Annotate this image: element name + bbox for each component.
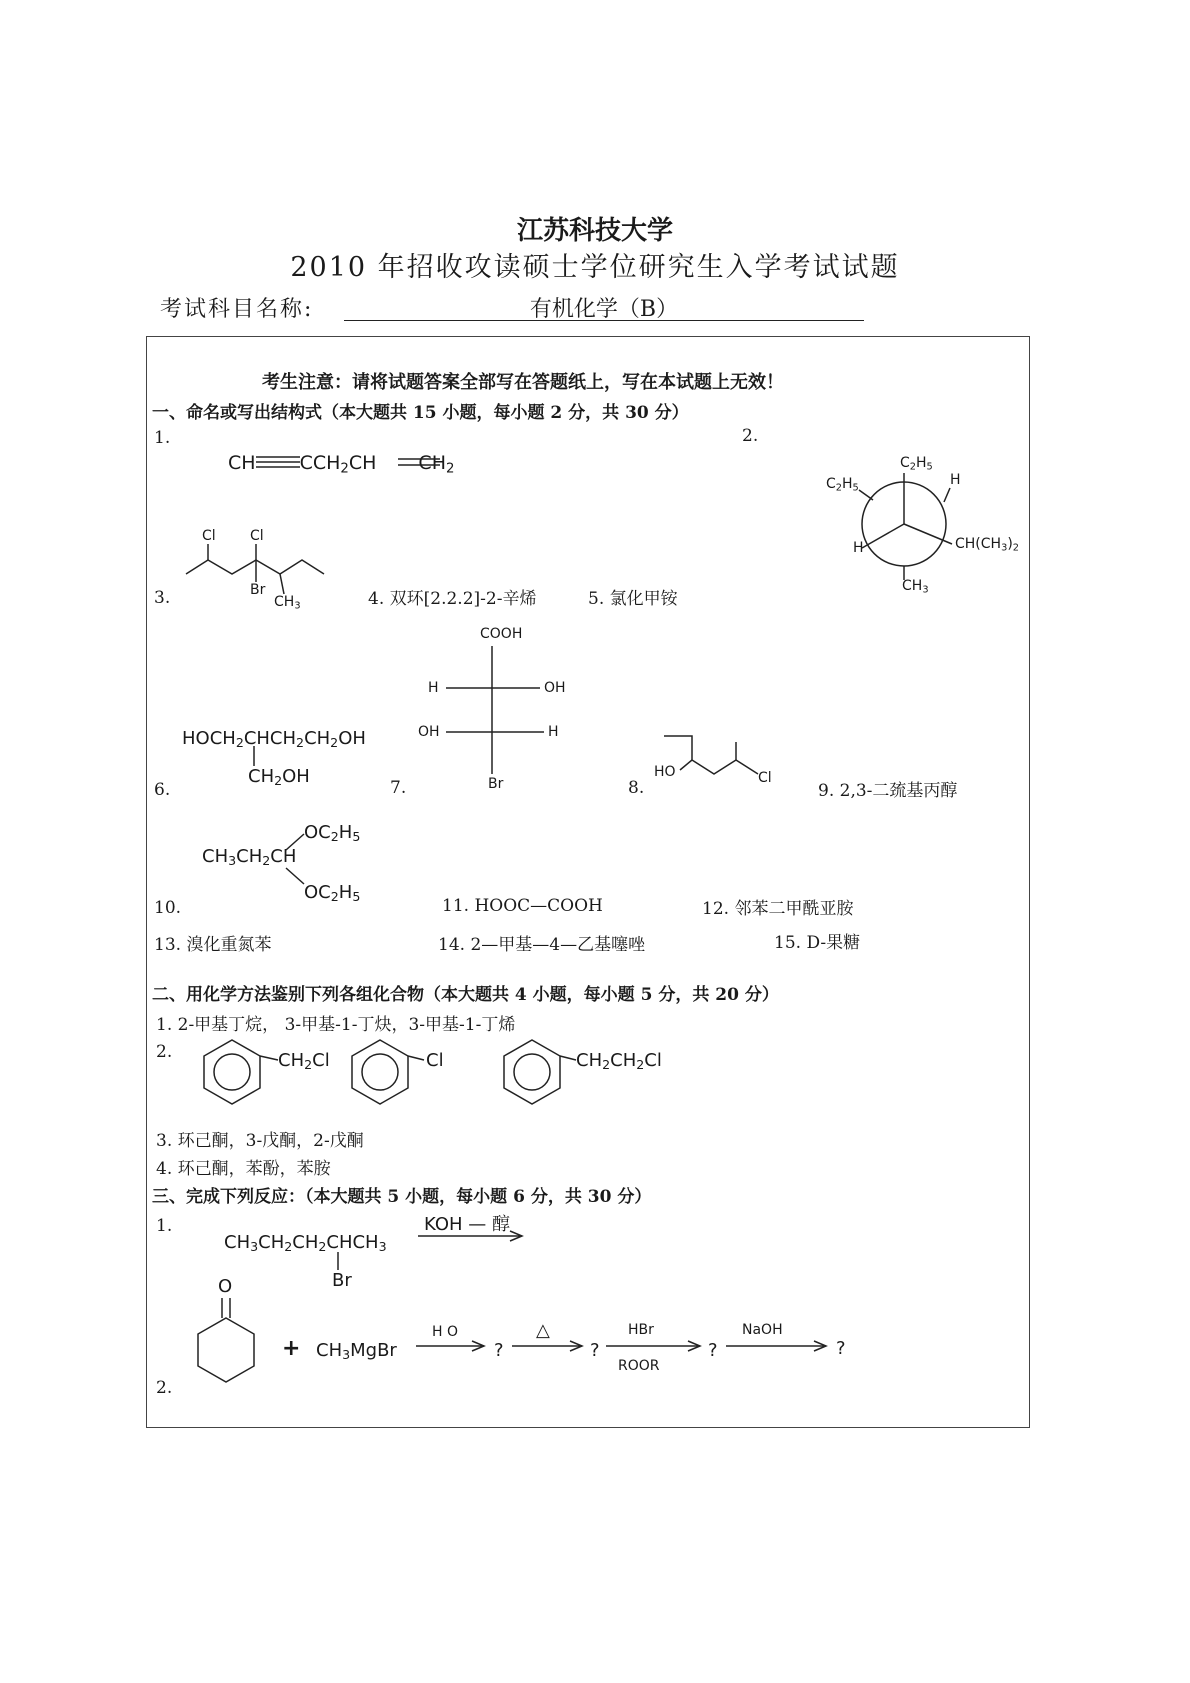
s3-q2-product-1: ? (494, 1340, 504, 1361)
q3-number: 3. (154, 588, 171, 608)
newman-upper-left-label: $C_2H_5$ (826, 476, 859, 494)
s3-q2-plus: + (282, 1336, 301, 1361)
q3-skeleton (186, 560, 324, 574)
benzene-ring-2 (352, 1040, 408, 1104)
q7-cooh: COOH (480, 626, 523, 642)
q5-text: 5. 氯化甲铵 (588, 589, 678, 609)
s3-q2-carbonyl-o: O (218, 1276, 233, 1297)
s2-q2-number: 2. (156, 1042, 173, 1062)
q8-cl: Cl (758, 770, 772, 786)
newman-lower-left-h: H (853, 540, 864, 556)
q3-cl-1: Cl (202, 528, 216, 544)
s3-q2-naoh: NaOH (742, 1322, 783, 1338)
s3-q2-h2o: H O (432, 1324, 458, 1340)
q7-oh-right: OH (544, 680, 566, 696)
s3-q1-number: 1. (156, 1216, 173, 1236)
newman-bottom-label: $CH_3$ (902, 578, 929, 596)
s3-q2-product-2: ? (590, 1340, 600, 1361)
notice: 考生注意：请将试题答案全部写在答题纸上，写在本试题上无效！ (262, 372, 784, 393)
benzene-ring-3 (504, 1040, 560, 1104)
s2-q3: 3. 环己酮，3-戊酮，2-戊酮 (156, 1131, 364, 1151)
cyclohexanone-ring (198, 1318, 254, 1382)
section3-title: 三、完成下列反应：（本大题共 5 小题，每小题 6 分，共 30 分） (152, 1187, 652, 1207)
subject-label: 考试科目名称: (160, 297, 314, 322)
s2-q4: 4. 环己酮，苯酚，苯胺 (156, 1159, 331, 1179)
q10-oc2h5-bottom: $OC_2H_5$ (304, 882, 361, 905)
q3-br: Br (250, 582, 266, 598)
q15-text: 15. D-果糖 (774, 933, 861, 953)
q6-branch: $CH_2OH$ (248, 766, 310, 789)
q7-number: 7. (390, 778, 407, 798)
s2-phenethyl-chloride-label: $CH_2CH_2Cl$ (576, 1050, 662, 1073)
q14-text: 14. 2—甲基—4—乙基噻唑 (438, 935, 646, 955)
s3-q2-product-4: ? (836, 1338, 846, 1359)
benzene-ring-1 (204, 1040, 260, 1104)
section2-title: 二、用化学方法鉴别下列各组化合物（本大题共 4 小题，每小题 5 分，共 20 分） (152, 985, 779, 1005)
s3-q2-heat: △ (536, 1320, 550, 1341)
s3-q1-reagent: KOH — 醇 (424, 1214, 510, 1235)
q1-number: 1. (154, 428, 171, 448)
s3-q2-grignard: $CH_3MgBr$ (316, 1340, 397, 1363)
q10-chain: $CH_3CH_2CH$ (202, 846, 297, 869)
s2-benzyl-chloride-label: $CH_2Cl$ (278, 1050, 330, 1073)
q6-number: 6. (154, 780, 171, 800)
q8-skeleton (664, 736, 758, 774)
q7-oh-left: OH (418, 724, 440, 740)
q3-ch3: $CH_3$ (274, 594, 301, 612)
s2-q1: 1. 2-甲基丁烷， 3-甲基-1-丁炔，3-甲基-1-丁烯 (156, 1015, 516, 1035)
q7-h-right: H (548, 724, 559, 740)
s3-q1-br: Br (332, 1270, 352, 1291)
s3-q1-substrate: $CH_3CH_2CH_2CHCH_3$ (224, 1232, 387, 1255)
q4-text: 4. 双环[2.2.2]-2-辛烯 (368, 589, 537, 609)
s2-chlorobenzene-label: Cl (426, 1050, 444, 1071)
q10-oc2h5-top: $OC_2H_5$ (304, 822, 361, 845)
q12-text: 12. 邻苯二甲酰亚胺 (702, 899, 854, 919)
q6-main-chain: $HOCH_2CHCH_2CH_2OH$ (182, 728, 366, 751)
exam-title: 2010 年招收攻读硕士学位研究生入学考试试题 (290, 252, 900, 283)
q11-text: 11. HOOC—COOH (442, 896, 603, 916)
s3-q2-roor: ROOR (618, 1358, 660, 1374)
q13-text: 13. 溴化重氮苯 (154, 935, 272, 955)
q7-h-left: H (428, 680, 439, 696)
q10-bond-top (286, 834, 304, 850)
newman-right-label: $CH(CH_3)_2$ (955, 536, 1020, 554)
q7-br: Br (488, 776, 504, 792)
s3-q2-product-3: ? (708, 1340, 718, 1361)
q9-text: 9. 2,3-二巯基丙醇 (818, 781, 958, 801)
university-name: 江苏科技大学 (516, 216, 673, 246)
q10-bond-bottom (286, 868, 304, 884)
section1-title: 一、命名或写出结构式（本大题共 15 小题，每小题 2 分，共 30 分） (152, 403, 689, 423)
q2-number: 2. (742, 426, 759, 446)
q8-ho: HO (654, 764, 676, 780)
q8-number: 8. (628, 778, 645, 798)
s3-q2-hbr: HBr (628, 1322, 654, 1338)
newman-top-label: $C_2H_5$ (900, 455, 933, 473)
q10-number: 10. (154, 898, 182, 918)
s3-q2-number: 2. (156, 1378, 173, 1398)
q3-cl-2: Cl (250, 528, 264, 544)
subject-value: 有机化学（B） (529, 297, 679, 322)
q1-structure: CH $CCH_2CH$ $CH_2$ (228, 452, 455, 477)
newman-upper-right-h: H (950, 472, 961, 488)
